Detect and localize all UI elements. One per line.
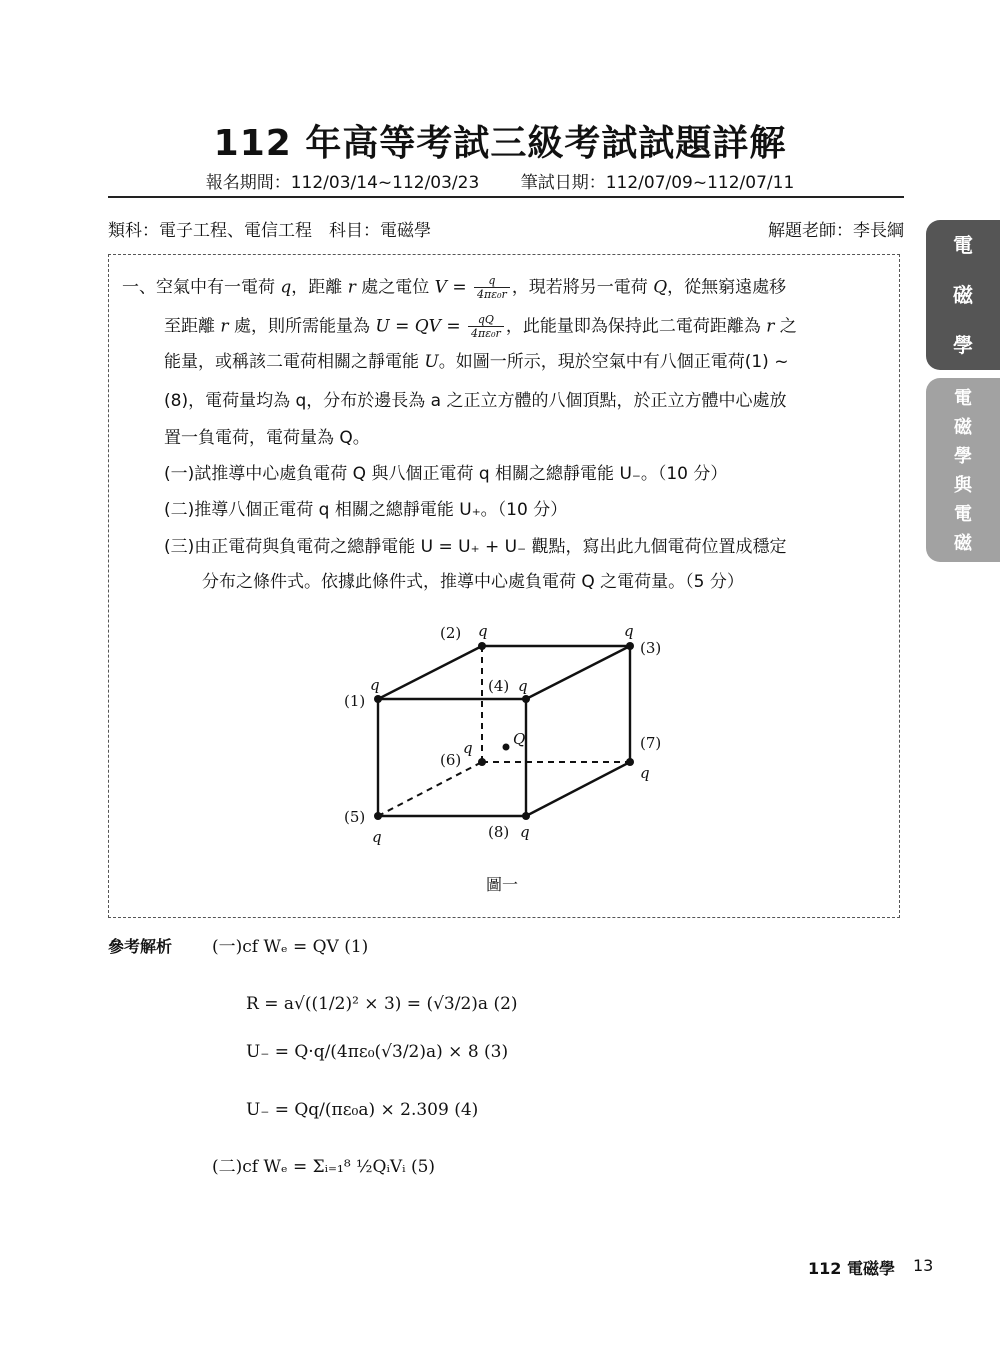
- vertex-2: [478, 642, 486, 650]
- side-tab-electromagnetics[interactable]: [926, 220, 1000, 370]
- charge-2: q: [478, 622, 488, 640]
- tab-char: 與: [954, 475, 972, 496]
- potential-fraction: $\frac{q}{\text{4πε₀r}}$: [474, 274, 510, 301]
- equation-2: R = a√((1/2)² × 3) = (√3/2)a (2): [246, 994, 518, 1014]
- footer-label: 112 電磁學: [808, 1259, 895, 1278]
- question-part-3-cont: 分布之條件式。依據此條件式，推導中心處負電荷 Q 之電荷量。（5 分）: [202, 572, 744, 592]
- charge-8: q: [520, 823, 530, 841]
- question-part-3: (三)由正電荷與負電荷之總靜電能 U = U₊ + U₋ 觀點，寫出此九個電荷位置成穩定: [164, 537, 787, 557]
- center-label: Q: [513, 730, 526, 748]
- vertex-7: [626, 758, 634, 766]
- cube-figure: [330, 612, 690, 872]
- vertex-1: [374, 695, 382, 703]
- cube-edge: [526, 762, 630, 816]
- registration-period: 報名期間：112/03/14~112/03/23: [205, 173, 480, 193]
- question-line-1: 一、空氣中有一電荷 q，距離 r 處之電位 V = $\frac{q}{\text{4πε₀r}}$ ，現若將另一電荷 Q，從無窮遠處移: [122, 274, 787, 301]
- tab-char: 磁: [954, 417, 972, 438]
- side-tab-em-waves[interactable]: [926, 378, 1000, 583]
- vertex-8: [522, 812, 530, 820]
- charge-5: q: [372, 828, 382, 846]
- equation-4: U₋ = Qq/(πε₀a) × 2.309 (4): [246, 1100, 479, 1120]
- vertex-6: [478, 758, 486, 766]
- tab-char: 磁: [954, 533, 972, 554]
- tab-char: 波: [954, 562, 972, 583]
- tab-char: 電: [953, 233, 973, 257]
- header-rule: [108, 196, 904, 198]
- charge-3: q: [624, 622, 634, 640]
- question-part-2: (二)推導八個正電荷 q 相關之總靜電能 U₊。（10 分）: [164, 500, 568, 520]
- label-4: (4): [488, 677, 510, 695]
- subject-line: 類科：電子工程、電信工程 科目：電磁學: [108, 221, 431, 241]
- label-7: (7): [640, 734, 662, 752]
- label-8: (8): [488, 823, 510, 841]
- cube-edge: [526, 646, 630, 699]
- tab-char: 電: [954, 388, 972, 409]
- vertex-4: [522, 695, 530, 703]
- equation-3: U₋ = Q·q/(4πε₀(√3/2)a) × 8 (3): [246, 1042, 509, 1062]
- label-5: (5): [344, 808, 366, 826]
- answer-label: 參考解析: [108, 937, 173, 956]
- label-3: (3): [640, 639, 662, 657]
- cube-hidden-edge: [378, 762, 482, 816]
- cube-edge: [378, 646, 482, 699]
- teacher-line: 解題老師：李長綱: [768, 221, 904, 241]
- page-number: 13: [913, 1256, 934, 1275]
- tab-char: 電: [954, 504, 972, 525]
- answer-part-2-head: (二)cf Wₑ = Σᵢ₌₁⁸ ½QᵢVᵢ (5): [212, 1157, 436, 1177]
- label-6: (6): [440, 751, 462, 769]
- charge-4: q: [518, 677, 528, 695]
- tab-char: 學: [954, 446, 972, 467]
- exam-meta: [0, 168, 1000, 193]
- tab-char: 磁: [953, 283, 973, 307]
- question-line-5: 置一負電荷，電荷量為 Q。: [164, 428, 370, 448]
- energy-fraction: $\frac{qQ}{\text{4πε₀r}}$: [468, 313, 504, 340]
- vertex-5: [374, 812, 382, 820]
- charge-1: q: [370, 676, 380, 694]
- center-charge: [503, 744, 510, 751]
- label-1: (1): [344, 692, 366, 710]
- question-part-1: (一)試推導中心處負電荷 Q 與八個正電荷 q 相關之總靜電能 U₋。（10 分）: [164, 464, 728, 484]
- question-line-4: (8)，電荷量均為 q，分布於邊長為 a 之正立方體的八個頂點，於正立方體中心處放: [164, 391, 787, 411]
- charge-6: q: [463, 739, 473, 757]
- exam-date: 筆試日期：112/07/09~112/07/11: [520, 173, 795, 193]
- question-line-3: 能量，或稱該二電荷相關之靜電能 U。如圖一所示，現於空氣中有八個正電荷(1) ~: [164, 352, 789, 372]
- question-line-2: 至距離 r 處，則所需能量為 U = QV = $\frac{qQ}{\text{4πε₀r}}$ ，此能量即為保持此二電荷距離為 r 之: [164, 313, 797, 340]
- answer-part-1-head: (一)cf Wₑ = QV (1): [212, 937, 369, 957]
- charge-7: q: [640, 764, 650, 782]
- vertex-3: [626, 642, 634, 650]
- label-2: (2): [440, 624, 462, 642]
- page-title: 112 年高等考試三級考試試題詳解: [213, 123, 787, 164]
- tab-char: 學: [953, 333, 973, 357]
- figure-caption: 圖一: [486, 875, 519, 894]
